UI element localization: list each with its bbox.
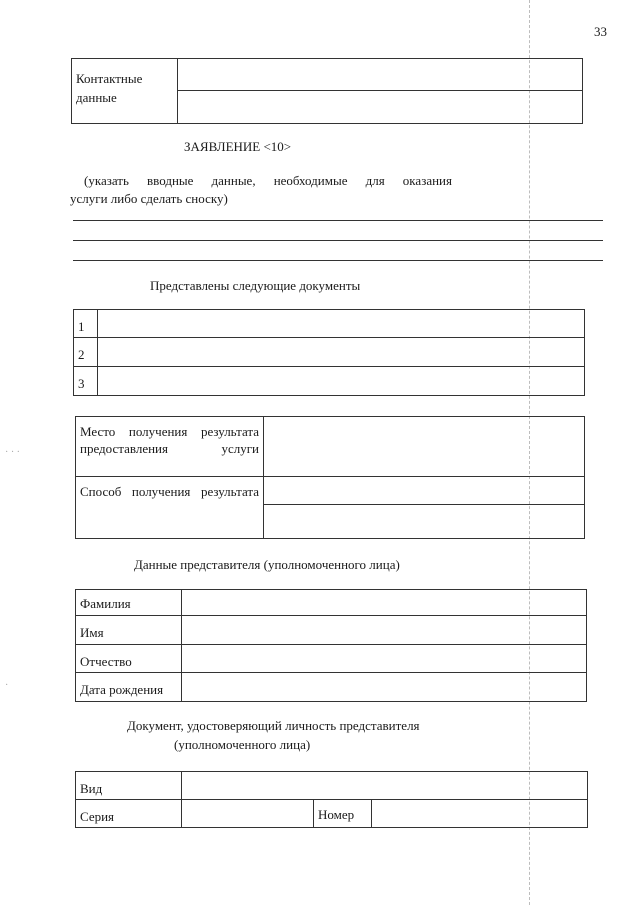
doc-series-label: Серия — [76, 800, 182, 828]
documents-table — [73, 309, 585, 396]
document-row-field[interactable] — [98, 367, 585, 396]
doc-type-field[interactable] — [182, 772, 588, 800]
statement-title: ЗАЯВЛЕНИЕ <10> — [184, 139, 292, 154]
document-row-field[interactable] — [98, 310, 585, 338]
surname-field[interactable] — [182, 590, 587, 616]
doc-number-label: Номер — [314, 800, 372, 828]
patronymic-field[interactable] — [182, 645, 587, 673]
field-label-surname: Фамилия — [76, 590, 182, 616]
field-label-name: Имя — [76, 616, 182, 645]
identity-heading-line-1: Документ, удостоверяющий личность представителя — [127, 718, 420, 733]
name-field[interactable] — [182, 616, 587, 645]
doc-number-field[interactable] — [372, 800, 588, 828]
field-label-patronymic: Отчество — [76, 645, 182, 673]
result-table — [75, 416, 585, 539]
result-place-field[interactable] — [264, 417, 585, 477]
identity-heading-line-2: (уполномоченного лица) — [174, 737, 311, 752]
result-method-field-1[interactable] — [264, 477, 585, 505]
intro-line-1: (указать вводные данные, необходимые для оказания — [84, 173, 452, 188]
fill-line-3[interactable] — [73, 260, 603, 261]
representative-heading: Данные представителя (уполномоченного лица) — [134, 557, 400, 572]
intro-line-2: услуги либо сделать сноску) — [70, 191, 228, 206]
page-number: 33 — [594, 24, 607, 39]
statement-intro — [70, 172, 452, 208]
document-row-number: 2 — [74, 338, 98, 367]
doc-type-label: Вид — [76, 772, 182, 800]
scan-speck: · — [5, 680, 9, 691]
document-row-field[interactable] — [98, 338, 585, 367]
fill-line-1[interactable] — [73, 220, 603, 221]
contacts-field-1[interactable] — [178, 59, 583, 91]
doc-series-field[interactable] — [182, 800, 314, 828]
result-place-label: Место получения результата предоставления услуги — [76, 417, 264, 477]
result-method-label: Способ получения результата — [76, 477, 264, 539]
document-row-number: 1 — [74, 310, 98, 338]
field-label-birth-date: Дата рождения — [76, 673, 182, 702]
contacts-table — [71, 58, 583, 124]
contacts-field-2[interactable] — [178, 91, 583, 124]
document-row-number: 3 — [74, 367, 98, 396]
fill-line-2[interactable] — [73, 240, 603, 241]
contacts-label: Контактные данные — [72, 59, 178, 124]
result-method-field-2[interactable] — [264, 505, 585, 539]
documents-heading: Представлены следующие документы — [150, 278, 361, 293]
representative-table — [75, 589, 587, 702]
scan-speck: · · · — [5, 447, 20, 458]
identity-table — [75, 771, 588, 828]
birth-date-field[interactable] — [182, 673, 587, 702]
